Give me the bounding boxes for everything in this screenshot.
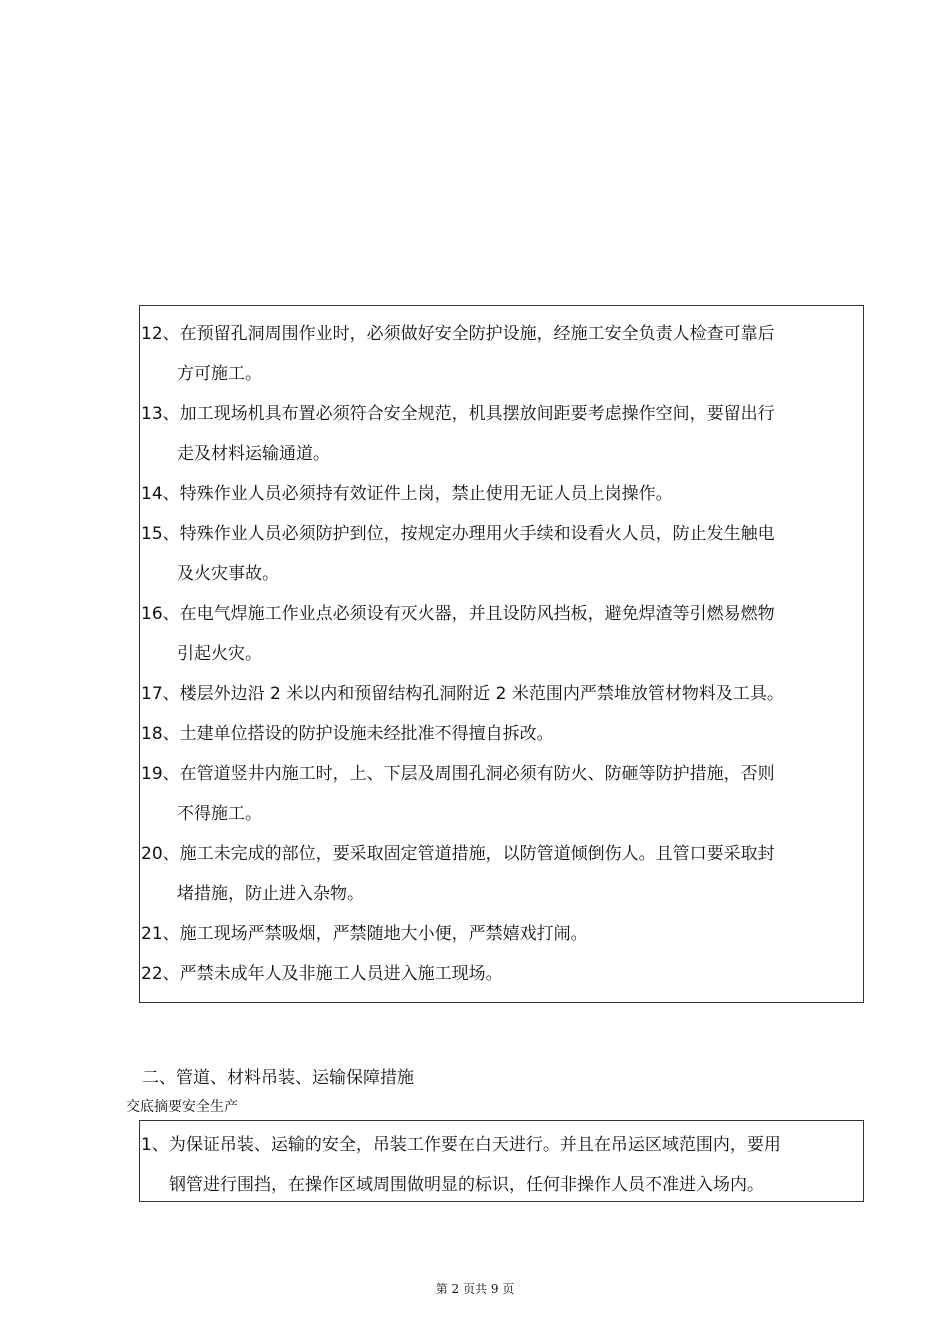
section-subheading: 交底摘要安全生产 [126, 1099, 238, 1115]
list-item [140, 394, 863, 474]
list-item [140, 834, 863, 914]
item-text: 13、加工现场机具布置必须符合安全规范，机具摆放间距要考虑操作空间，要留出行 [141, 404, 775, 424]
list-item [140, 474, 863, 514]
item-text-continued: 走及材料运输通道。 [177, 444, 330, 464]
item-text-continued: 及火灾事故。 [177, 564, 279, 584]
list-item [140, 1125, 863, 1205]
list-item [140, 594, 863, 674]
item-text: 14、特殊作业人员必须持有效证件上岗，禁止使用无证人员上岗操作。 [141, 484, 673, 504]
list-item [140, 954, 863, 994]
list-item [140, 714, 863, 754]
item-text-continued: 引起火灾。 [177, 644, 262, 664]
item-text: 20、施工未完成的部位，要采取固定管道措施，以防管道倾倒伤人。且管口要采取封 [141, 844, 775, 864]
item-text: 18、土建单位搭设的防护设施未经批准不得擅自拆改。 [141, 724, 554, 744]
item-text-continued: 钢管进行围挡，在操作区域周围做明显的标识，任何非操作人员不准进入场内。 [169, 1175, 764, 1195]
safety-measures-box [139, 305, 864, 1003]
item-text-continued: 堵措施，防止进入杂物。 [177, 884, 364, 904]
item-text-continued: 不得施工。 [177, 804, 262, 824]
item-text: 1、为保证吊装、运输的安全，吊装工作要在白天进行。并且在吊运区域范围内，要用 [141, 1135, 781, 1155]
item-text-continued: 方可施工。 [177, 364, 262, 384]
list-item [140, 674, 863, 714]
item-text: 17、楼层外边沿 2 米以内和预留结构孔洞附近 2 米范围内严禁堆放管材物料及工具。 [141, 684, 784, 704]
item-text: 16、在电气焊施工作业点必须设有灭火器，并且设防风挡板，避免焊渣等引燃易燃物 [141, 604, 775, 624]
list-item [140, 914, 863, 954]
item-text: 15、特殊作业人员必须防护到位，按规定办理用火手续和设看火人员，防止发生触电 [141, 524, 775, 544]
list-item [140, 514, 863, 594]
lifting-measures-box [139, 1120, 864, 1202]
section-heading: 二、管道、材料吊装、运输保障措施 [142, 1068, 414, 1088]
list-item [140, 754, 863, 834]
page-number: 第 2 页共 9 页 [435, 1282, 515, 1296]
item-text: 22、严禁未成年人及非施工人员进入施工现场。 [141, 964, 503, 984]
item-text: 12、在预留孔洞周围作业时，必须做好安全防护设施，经施工安全负责人检查可靠后 [141, 324, 775, 344]
list-item [140, 314, 863, 394]
item-text: 19、在管道竖井内施工时，上、下层及周围孔洞必须有防火、防砸等防护措施，否则 [141, 764, 775, 784]
item-text: 21、施工现场严禁吸烟，严禁随地大小便，严禁嬉戏打闹。 [141, 924, 588, 944]
